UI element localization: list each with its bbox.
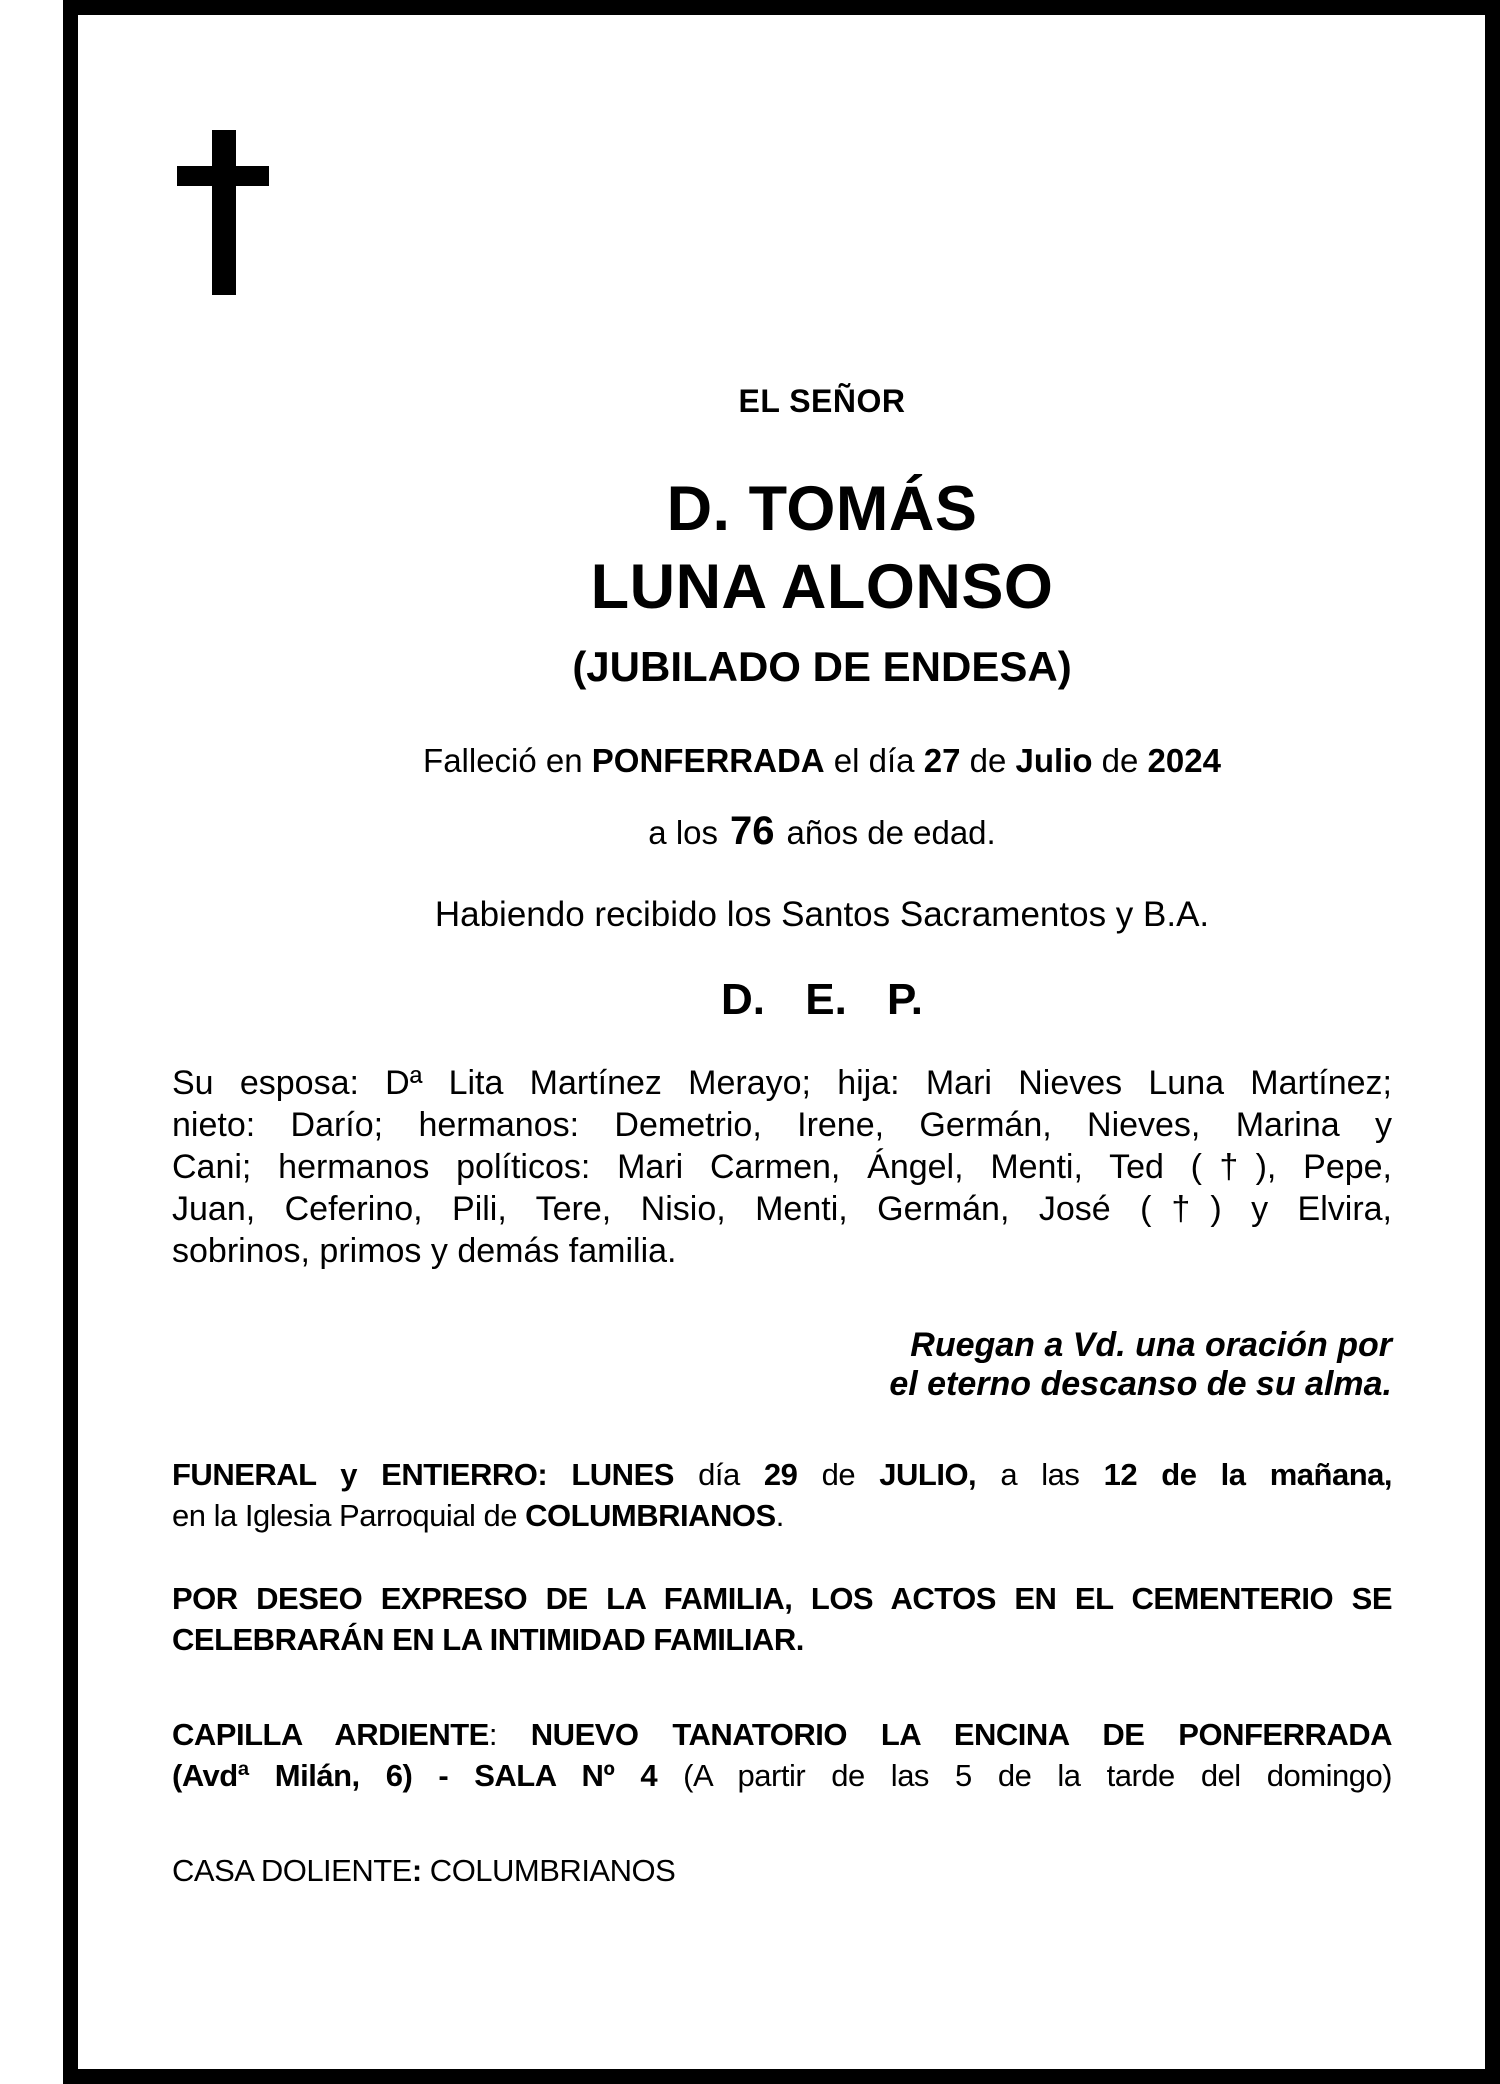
deceased-name <box>252 470 1392 626</box>
mourning-house-line <box>172 1850 1392 1891</box>
family-line: Su esposa: Dª Lita Martínez Merayo; hija: Mari Nieves Luna Martínez; <box>172 1064 1392 1102</box>
chapel-text: (A partir de las 5 de la tarde del domingo) <box>683 1758 1393 1793</box>
death-day: 27 <box>923 742 961 779</box>
death-text: de <box>960 742 1016 779</box>
family-wish-line: CELEBRARÁN EN LA INTIMIDAD FAMILIAR. <box>172 1622 804 1657</box>
death-year: 2024 <box>1147 742 1221 779</box>
deceased-name-line2: LUNA ALONSO <box>590 552 1054 622</box>
funeral-text: día <box>673 1457 764 1492</box>
family-line: sobrinos, primos y demás familia. <box>172 1232 677 1270</box>
cross-icon-arm <box>177 166 269 186</box>
deceased-subtitle: (JUBILADO DE ENDESA) <box>572 643 1072 690</box>
funeral-text: de <box>797 1457 880 1492</box>
prayer-line: Ruegan a Vd. una oración por <box>910 1326 1392 1364</box>
sacraments-line: Habiendo recibido los Santos Sacramentos y B.A. <box>434 895 1210 934</box>
chapel-venue: NUEVO TANATORIO LA ENCINA DE PONFERRADA <box>530 1717 1392 1752</box>
funeral-text: en la Iglesia Parroquial de <box>172 1498 526 1533</box>
death-place-date-line <box>252 742 1392 780</box>
cross-icon <box>212 130 236 295</box>
prayer-line: el eterno descanso de su alma. <box>889 1365 1392 1403</box>
age-text: a los <box>648 814 719 851</box>
funeral-time: 12 de la mañana, <box>1103 1457 1392 1492</box>
funeral-line-1 <box>172 1454 1392 1495</box>
funeral-text: a las <box>976 1457 1104 1492</box>
chapel-line-2 <box>172 1755 1392 1796</box>
death-month: Julio <box>1015 742 1093 779</box>
age-number: 76 <box>730 809 775 853</box>
obituary-border-frame <box>63 0 1500 2084</box>
chapel-label: CAPILLA ARDIENTE <box>172 1717 489 1752</box>
funeral-church: COLUMBRIANOS <box>525 1498 776 1533</box>
dep-line: D. E. P. <box>721 975 923 1024</box>
death-text: Falleció en <box>423 742 592 779</box>
funeral-month: JULIO, <box>879 1457 977 1492</box>
funeral-label: FUNERAL y ENTIERRO: LUNES <box>172 1457 674 1492</box>
family-paragraph <box>172 1062 1392 1272</box>
age-text: años de edad. <box>786 814 996 851</box>
mourning-place: COLUMBRIANOS <box>421 1853 676 1888</box>
chapel-info <box>172 1714 1392 1796</box>
death-city: PONFERRADA <box>591 742 825 779</box>
funeral-text: . <box>775 1498 784 1533</box>
funeral-line-2 <box>172 1495 1392 1536</box>
family-line: Cani; hermanos políticos: Mari Carmen, Ángel, Menti, Ted (†), Pepe, <box>172 1148 1392 1186</box>
death-text: el día <box>824 742 924 779</box>
age-line <box>252 809 1392 854</box>
chapel-text: : <box>488 1717 531 1752</box>
chapel-address: (Avdª Milán, 6) - SALA Nº 4 <box>172 1758 684 1793</box>
funeral-day: 29 <box>763 1457 798 1492</box>
mourning-label: CASA DOLIENTE <box>172 1853 412 1888</box>
family-wish <box>172 1578 1392 1660</box>
deceased-name-line1: D. TOMÁS <box>666 474 978 544</box>
obituary-content <box>78 15 1485 2069</box>
chapel-line-1 <box>172 1714 1392 1755</box>
funeral-info <box>172 1454 1392 1536</box>
death-text: de <box>1092 742 1148 779</box>
prayer-request <box>172 1326 1392 1404</box>
salutation: EL SEÑOR <box>738 383 906 419</box>
family-line: Juan, Ceferino, Pili, Tere, Nisio, Menti, Germán, José (†) y Elvira, <box>172 1190 1392 1228</box>
family-line: nieto: Darío; hermanos: Demetrio, Irene, Germán, Nieves, Marina y <box>172 1106 1392 1144</box>
family-wish-line: POR DESEO EXPRESO DE LA FAMILIA, LOS ACTOS EN EL CEMENTERIO SE <box>172 1581 1392 1616</box>
mourning-colon: : <box>411 1853 422 1888</box>
